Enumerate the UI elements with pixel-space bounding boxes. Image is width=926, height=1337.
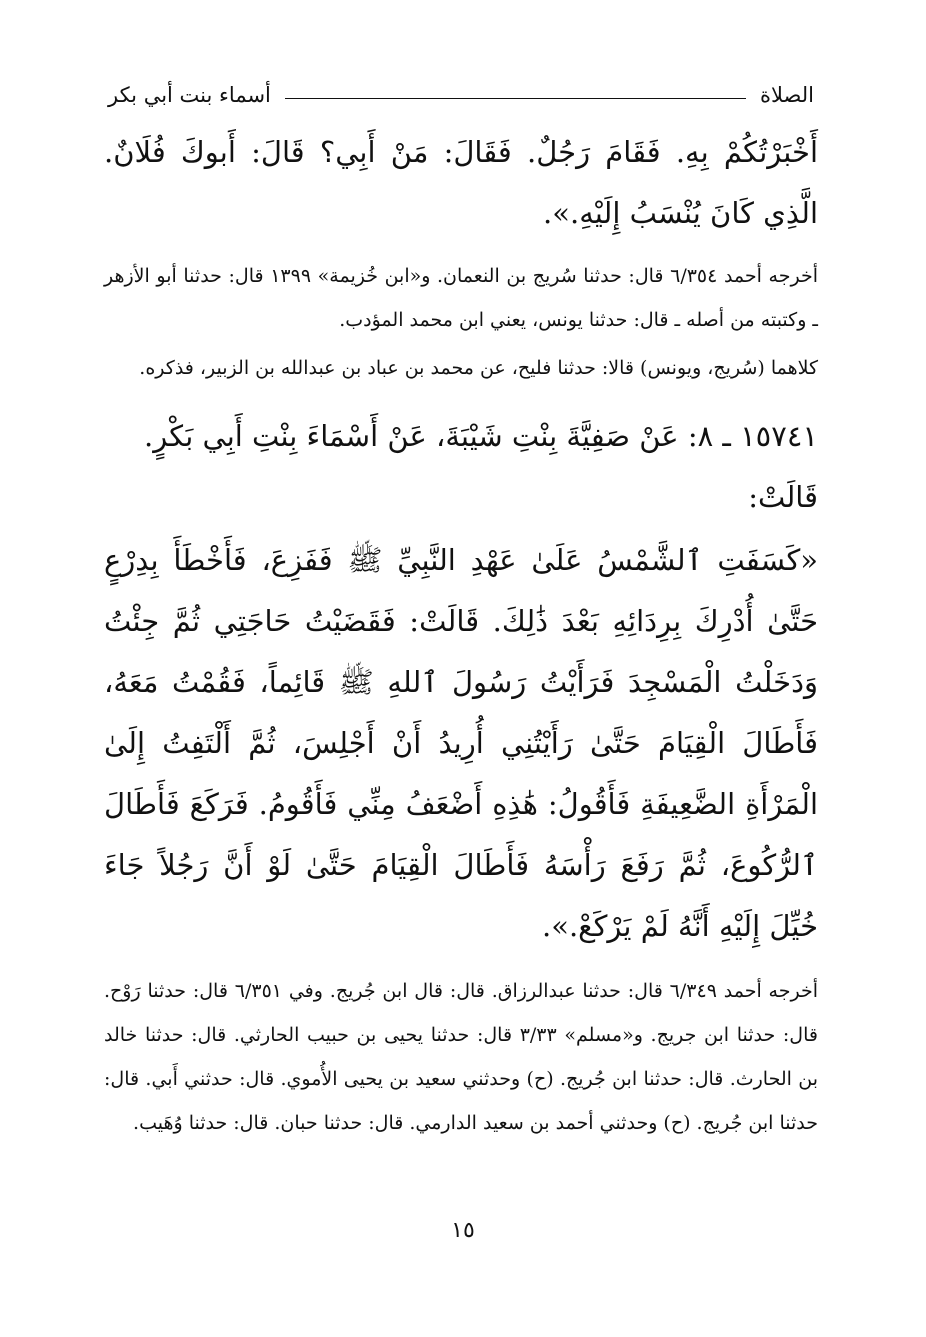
takhrij-paragraph: كلاهما (سُريج، ويونس) قالا: حدثنا فليح، عن محمد بن عباد بن عبدالله بن الزبير، فذكره. <box>139 357 818 379</box>
chapter-title: أسماء بنت أبي بكر <box>108 83 271 107</box>
takhrij-paragraph: أخرجه أحمد ٦/٣٥٤ قال: حدثنا سُريج بن النعمان. و«ابن خُزيمة» ١٣٩٩ قال: حدثنا أبو الأزهر ـ وكتبته من أصله ـ قال: حدثنا يونس، يعني ابن محمد المؤدب. <box>104 265 818 331</box>
section-title: الصلاة <box>760 83 814 107</box>
page-number: ١٥ <box>451 1218 475 1243</box>
running-header <box>108 78 814 112</box>
page-content <box>104 118 818 1145</box>
hadith-matn: «كَسَفَتِ ٱلشَّمْسُ عَلَىٰ عَهْدِ النَّبِيِّ ﷺ فَفَزِعَ، فَأَخْطَأَ بِدِرْعٍ حَتَّىٰ أُدْرِكَ بِرِدَائِهِ بَعْدَ ذَٰلِكَ. قَالَتْ: فَقَضَيْتُ حَاجَتِي ثُمَّ جِئْتُ وَدَخَلْتُ الْمَسْجِدَ فَرَأَيْتُ رَسُولَ ٱللهِ ﷺ قَائِماً، فَقُمْتُ مَعَهُ، فَأَطَالَ الْقِيَامَ حَتَّىٰ رَأَيْتُنِي أُرِيدُ أَنْ أَجْلِسَ، ثُمَّ أَلْتَفِتُ إِلَىٰ الْمَرْأَةِ الضَّعِيفَةِ فَأَقُولُ: هَٰذِهِ أَضْعَفُ مِنِّي فَأَقُومُ. فَرَكَعَ فَأَطَالَ ٱلرُّكُوعَ، ثُمَّ رَفَعَ رَأْسَهُ فَأَطَالَ الْقِيَامَ حَتَّىٰ لَوْ أَنَّ رَجُلاً جَاءَ خُيِّلَ إِلَيْهِ أَنَّهُ لَمْ يَرْكَعْ.». <box>104 543 818 943</box>
header-rule <box>285 98 746 99</box>
hadith-text-continuation: أَخْبَرْتُكُمْ بِهِ. فَقَامَ رَجُلٌ. فَقَالَ: مَنْ أَبِي؟ قَالَ: أَبوكَ فُلَانٌ. الَّذِي كَانَ يُنْسَبُ إِلَيْهِ.». <box>104 135 818 230</box>
hadith-qalat: قَالَتْ: <box>748 480 818 514</box>
takhrij-paragraph: أخرجه أحمد ٦/٣٤٩ قال: حدثنا عبدالرزاق. قال: قال ابن جُريج. وفي ٦/٣٥١ قال: حدثنا رَوْح. قال: حدثنا ابن جريج. و«مسلم» ٣/٣٣ قال: حدثنا يحيى بن حبيب الحارثي. قال: حدثنا خالد بن الحارث. قال: حدثنا ابن جُريج. (ح) وحدثني سعيد بن يحيى الأُموي. قال: حدثني أَبي. قال: حدثنا ابن جُريج. (ح) وحدثني أحمد بن سعيد الدارمي. قال: حدثنا حبان. قال: حدثنا وُهَيب. <box>104 980 818 1134</box>
hadith-chain: ١٥٧٤١ ـ ٨: عَنْ صَفِيَّةَ بِنْتِ شَيْبَةَ، عَنْ أَسْمَاءَ بِنْتِ أَبِي بَكْرٍ. <box>144 419 818 453</box>
